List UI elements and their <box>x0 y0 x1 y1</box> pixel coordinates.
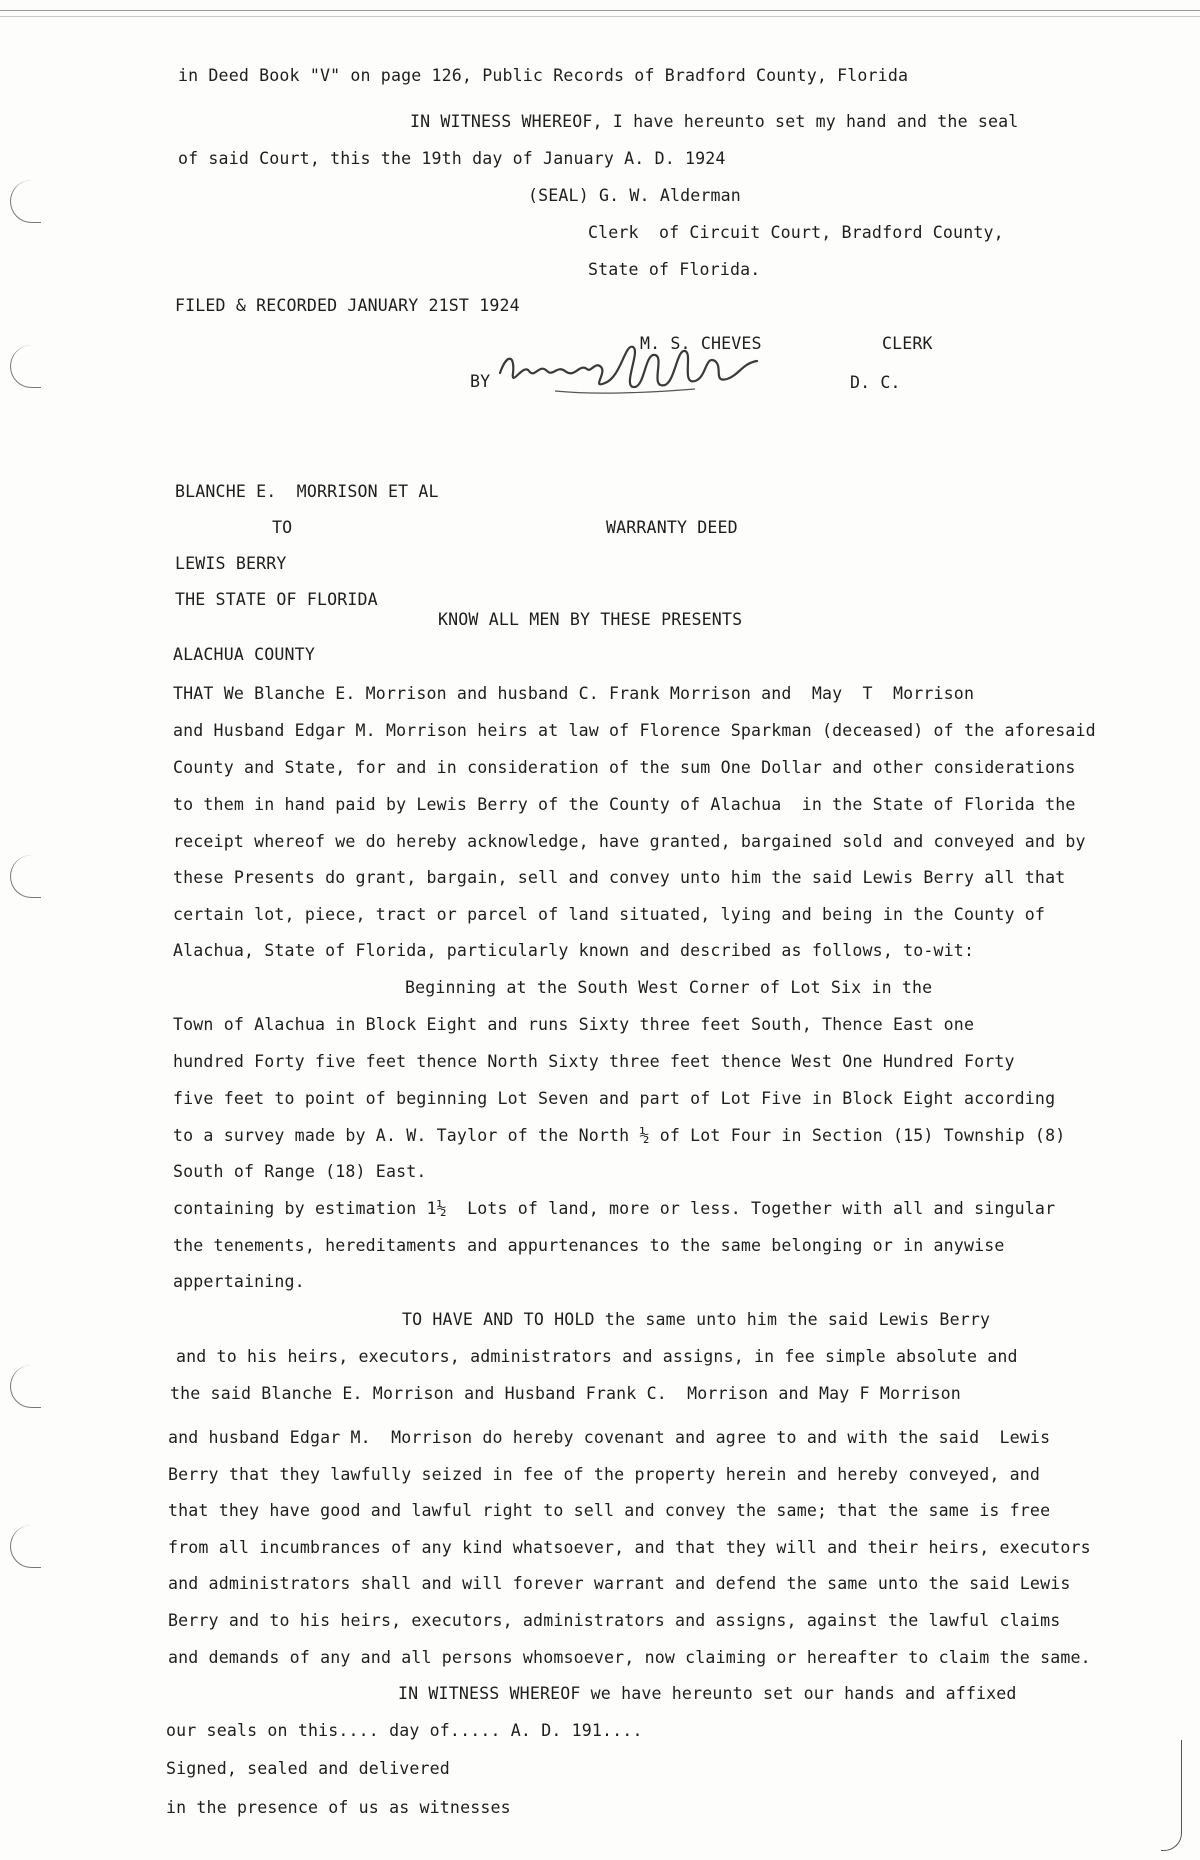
text-line: THAT We Blanche E. Morrison and husband C. Frank Morrison and May T Morrison <box>173 684 975 703</box>
text-line: THE STATE OF FLORIDA <box>175 590 378 609</box>
text-line: Town of Alachua in Block Eight and runs Sixty three feet South, Thence East one <box>173 1015 975 1034</box>
text-line: certain lot, piece, tract or parcel of land situated, lying and being in the County of <box>173 905 1046 924</box>
text-line: Berry and to his heirs, executors, administrators and assigns, against the lawful claims <box>168 1611 1061 1630</box>
text-line: South of Range (18) East. <box>173 1162 427 1181</box>
text-line: from all incumbrances of any kind whatsoever, and that they will and their heirs, executors <box>168 1538 1091 1557</box>
text-line: that they have good and lawful right to sell and convey the same; that the same is free <box>168 1501 1051 1520</box>
text-line: Signed, sealed and delivered <box>166 1759 450 1778</box>
text-line: Clerk of Circuit Court, Bradford County, <box>588 223 1004 242</box>
text-line: County and State, for and in consideration of the sum One Dollar and other considerations <box>173 758 1076 777</box>
text-line: BLANCHE E. MORRISON ET AL <box>175 482 439 501</box>
binder-hole-mark <box>10 855 41 898</box>
text-line: (SEAL) G. W. Alderman <box>528 186 741 205</box>
text-line: M. S. CHEVES <box>640 334 762 353</box>
text-line: and Husband Edgar M. Morrison heirs at law of Florence Sparkman (deceased) of the aforesaid <box>173 721 1096 740</box>
text-line: LEWIS BERRY <box>175 554 287 573</box>
text-line: containing by estimation 1½ Lots of land, more or less. Together with all and singular <box>173 1199 1056 1218</box>
text-line: CLERK <box>882 334 933 353</box>
top-edge-rule <box>0 10 1200 11</box>
text-line: hundred Forty five feet thence North Sixty three feet thence West One Hundred Forty <box>173 1052 1015 1071</box>
text-line: the tenements, hereditaments and appurtenances to the same belonging or in anywise <box>173 1236 1005 1255</box>
page-curl-edge <box>1161 1740 1182 1851</box>
text-line: appertaining. <box>173 1272 305 1291</box>
text-line: IN WITNESS WHEREOF we have hereunto set our hands and affixed <box>398 1684 1017 1703</box>
text-line: IN WITNESS WHEREOF, I have hereunto set my hand and the seal <box>410 112 1019 131</box>
text-line: KNOW ALL MEN BY THESE PRESENTS <box>438 610 743 629</box>
text-line: Berry that they lawfully seized in fee of the property herein and hereby conveyed, and <box>168 1465 1041 1484</box>
text-line: in Deed Book "V" on page 126, Public Records of Bradford County, Florida <box>178 66 909 85</box>
text-line: FILED & RECORDED JANUARY 21ST 1924 <box>175 296 520 315</box>
text-line: and demands of any and all persons whomsoever, now claiming or hereafter to claim the same. <box>168 1648 1091 1667</box>
binder-hole-mark <box>10 180 41 223</box>
text-line: these Presents do grant, bargain, sell and convey unto him the said Lewis Berry all that <box>173 868 1066 887</box>
text-line: five feet to point of beginning Lot Seven and part of Lot Five in Block Eight according <box>173 1089 1056 1108</box>
text-line: BY <box>470 372 491 391</box>
text-line: in the presence of us as witnesses <box>166 1798 511 1817</box>
text-line: receipt whereof we do hereby acknowledge, have granted, bargained sold and conveyed and by <box>173 832 1086 851</box>
binder-hole-mark <box>10 345 41 388</box>
text-line: and husband Edgar M. Morrison do hereby covenant and agree to and with the said Lewis <box>168 1428 1051 1447</box>
text-line: WARRANTY DEED <box>606 518 738 537</box>
text-line: to them in hand paid by Lewis Berry of the County of Alachua in the State of Florida the <box>173 795 1076 814</box>
top-edge-rule-secondary <box>0 16 1200 17</box>
text-line: our seals on this.... day of..... A. D. 191.... <box>166 1721 643 1740</box>
binder-hole-mark <box>10 1525 41 1568</box>
text-line: of said Court, this the 19th day of January A. D. 1924 <box>178 149 726 168</box>
text-line: D. C. <box>850 373 901 392</box>
text-line: ALACHUA COUNTY <box>173 645 315 664</box>
text-line: and administrators shall and will forever warrant and defend the same unto the said Lewis <box>168 1574 1071 1593</box>
text-line: to a survey made by A. W. Taylor of the North ½ of Lot Four in Section (15) Township (8) <box>173 1126 1066 1145</box>
binder-hole-mark <box>10 1365 41 1408</box>
text-line: Alachua, State of Florida, particularly known and described as follows, to-wit: <box>173 941 975 960</box>
text-line: State of Florida. <box>588 260 761 279</box>
text-line: Beginning at the South West Corner of Lot Six in the <box>405 978 933 997</box>
text-line: and to his heirs, executors, administrators and assigns, in fee simple absolute and <box>176 1347 1018 1366</box>
text-line: TO <box>272 518 293 537</box>
text-line: TO HAVE AND TO HOLD the same unto him the said Lewis Berry <box>402 1310 991 1329</box>
text-line: the said Blanche E. Morrison and Husband Frank C. Morrison and May F Morrison <box>170 1384 961 1403</box>
